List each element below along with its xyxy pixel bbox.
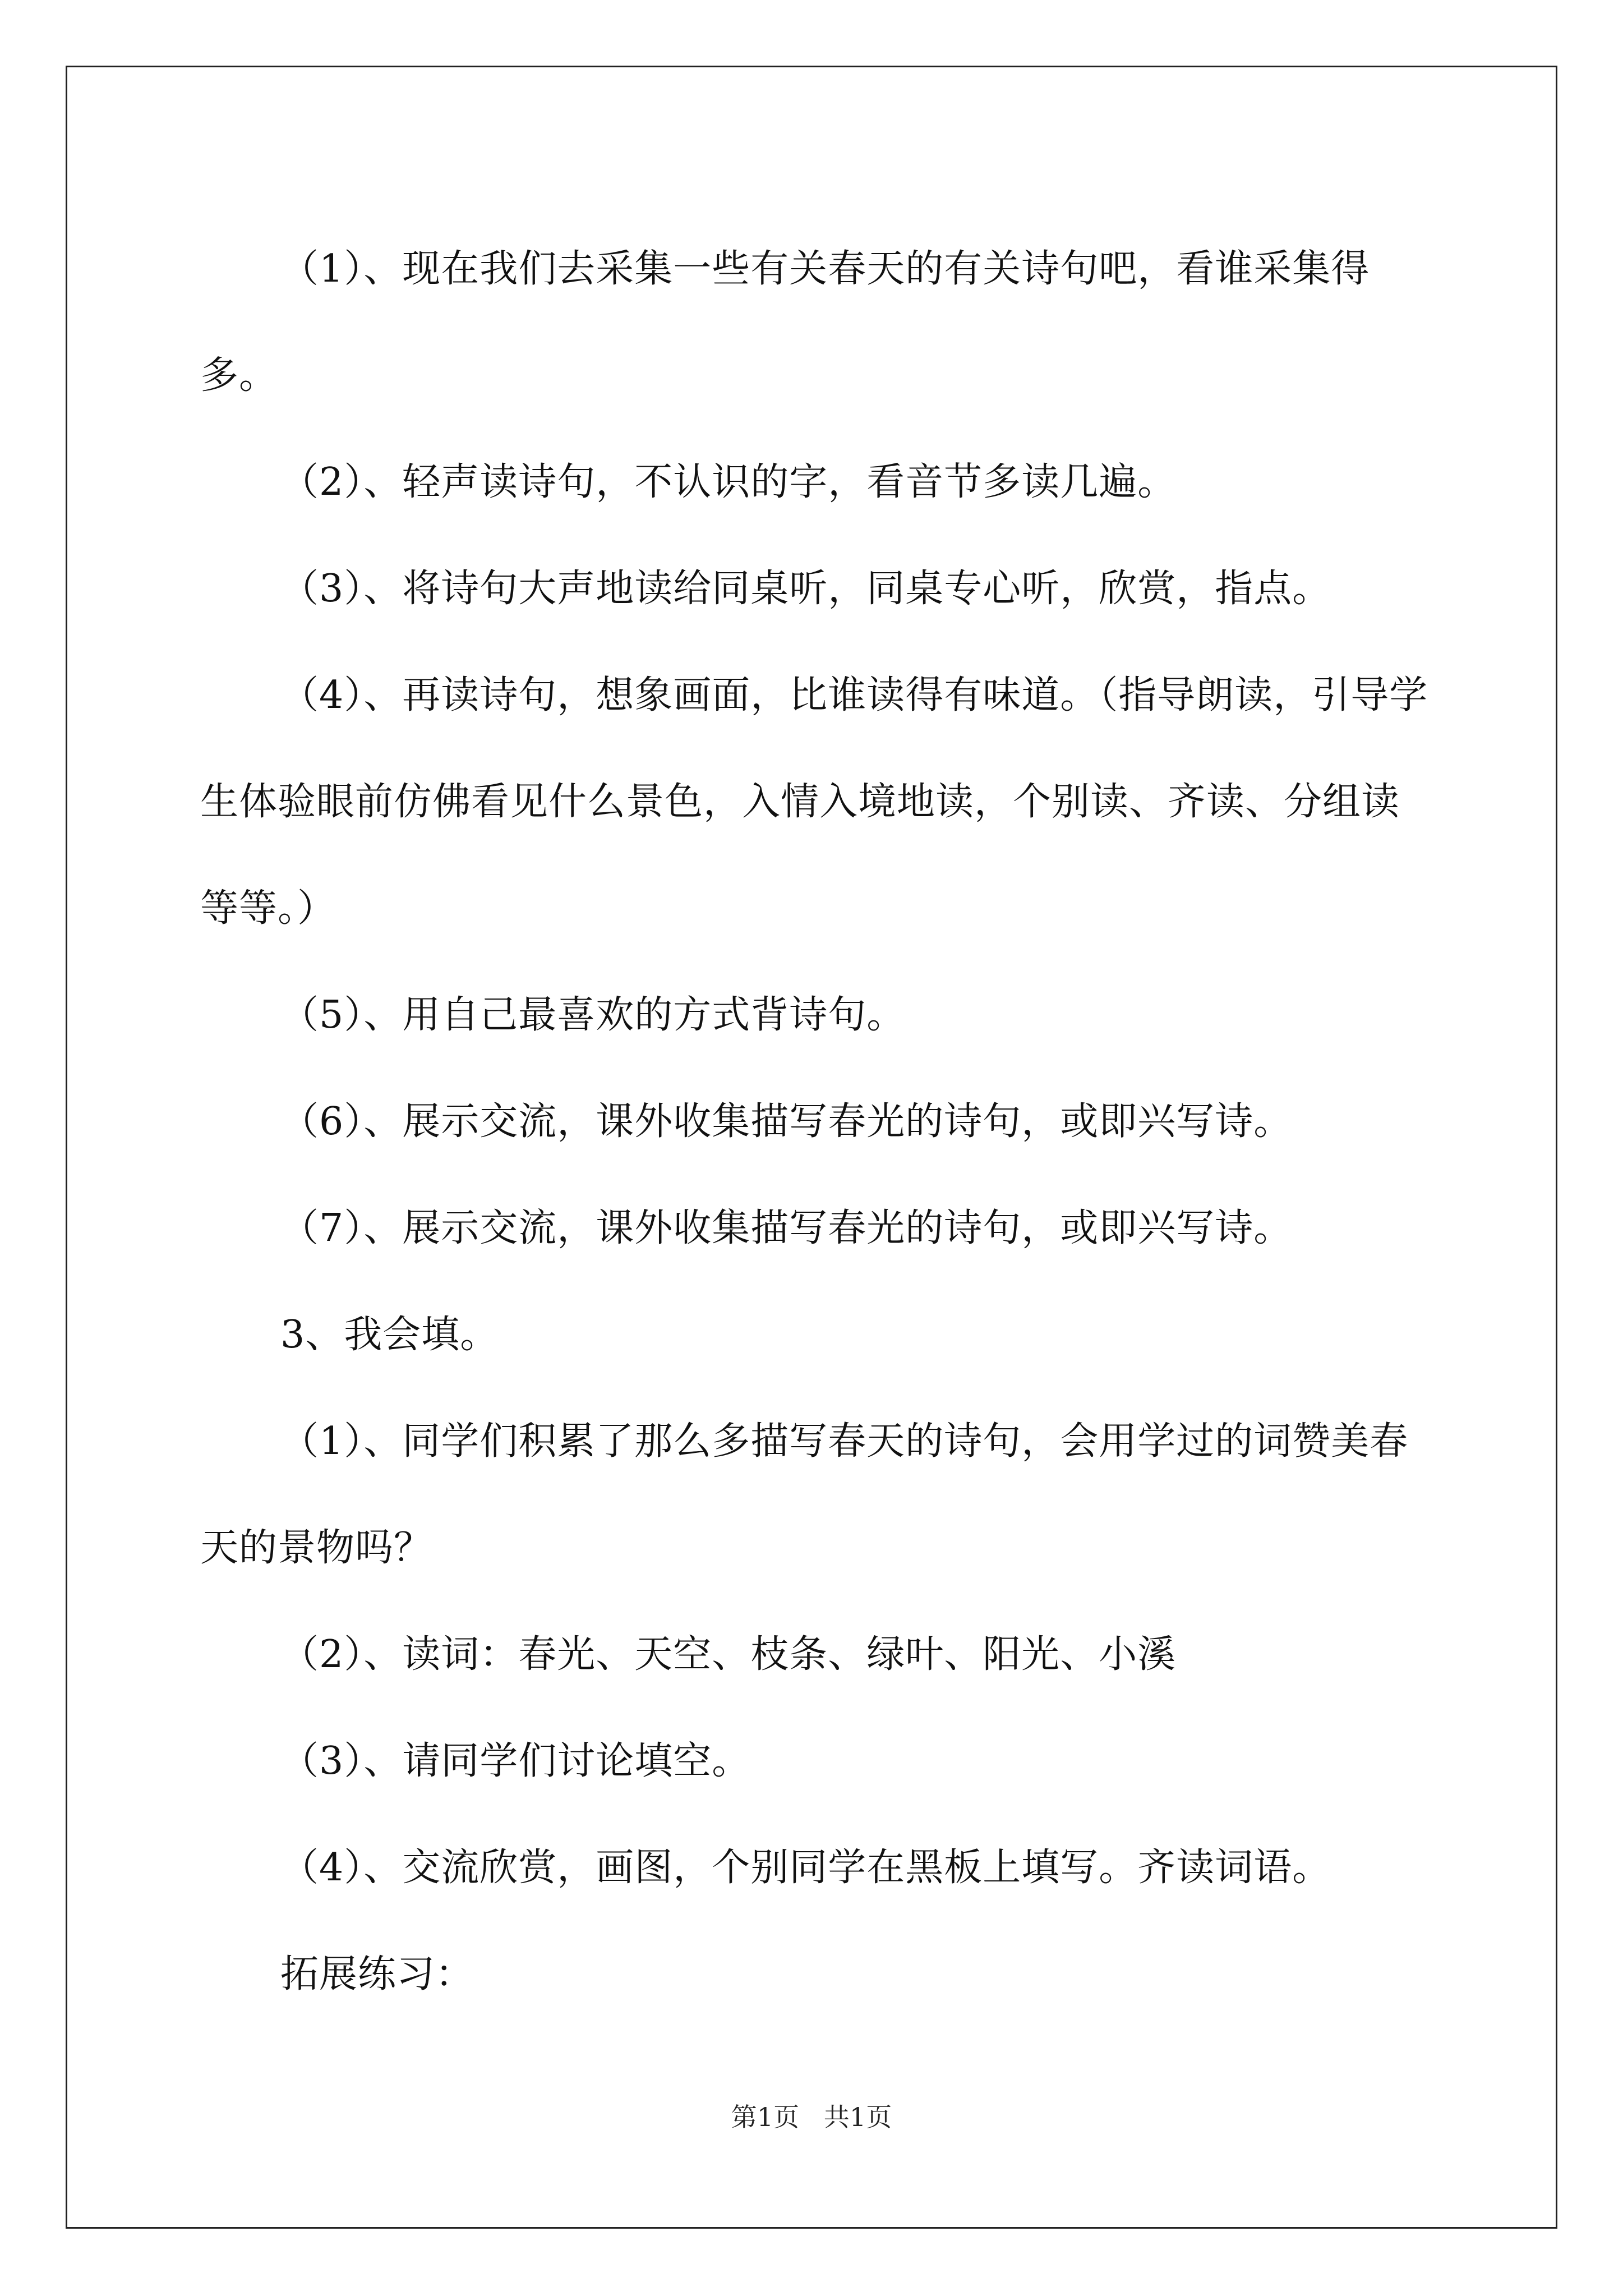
paragraph-fill-step-3: （3）、请同学们讨论填空。 [280,1739,751,1783]
document-body [200,216,1431,2028]
paragraph-fill-step-4: （4）、交流欣赏，画图，个别同学在黑板上填写。齐读词语。 [280,1846,1331,1890]
paragraph-fill-step-1: （1）、同学们积累了那么多描写春天的诗句，会用学过的词赞美春天的景物吗？ [200,1419,1409,1570]
paragraph-step-3-read-aloud: （3）、将诗句大声地读给同桌听，同桌专心听，欣赏，指点。 [280,567,1331,611]
paragraph-step-7-share: （7）、展示交流，课外收集描写春光的诗句，或即兴写诗。 [280,1206,1293,1250]
section-heading-fill-in: 3、我会填。 [280,1313,499,1357]
section-heading-extension: 拓展练习： [280,1952,474,1996]
paragraph-fill-step-2: （2）、读词：春光、天空、枝条、绿叶、阳光、小溪 [280,1632,1177,1677]
paragraph-step-4-reread: （4）、再读诗句，想象画面，比谁读得有味道。（指导朗读，引导学生体验眼前仿佛看见什么景色，入情入境地读，个别读、齐读、分组读等等。） [200,673,1428,931]
paragraph-step-6-share: （6）、展示交流，课外收集描写春光的诗句，或即兴写诗。 [280,1099,1293,1144]
paragraph-step-1-collect: （1）、现在我们去采集一些有关春天的有关诗句吧，看谁采集得多。 [200,247,1370,398]
page-number-footer: 第1页 共1页 [731,2102,892,2132]
paragraph-step-5-recite: （5）、用自己最喜欢的方式背诗句。 [280,993,906,1037]
paragraph-step-2-read-softly: （2）、轻声读诗句，不认识的字，看音节多读几遍。 [280,460,1177,504]
